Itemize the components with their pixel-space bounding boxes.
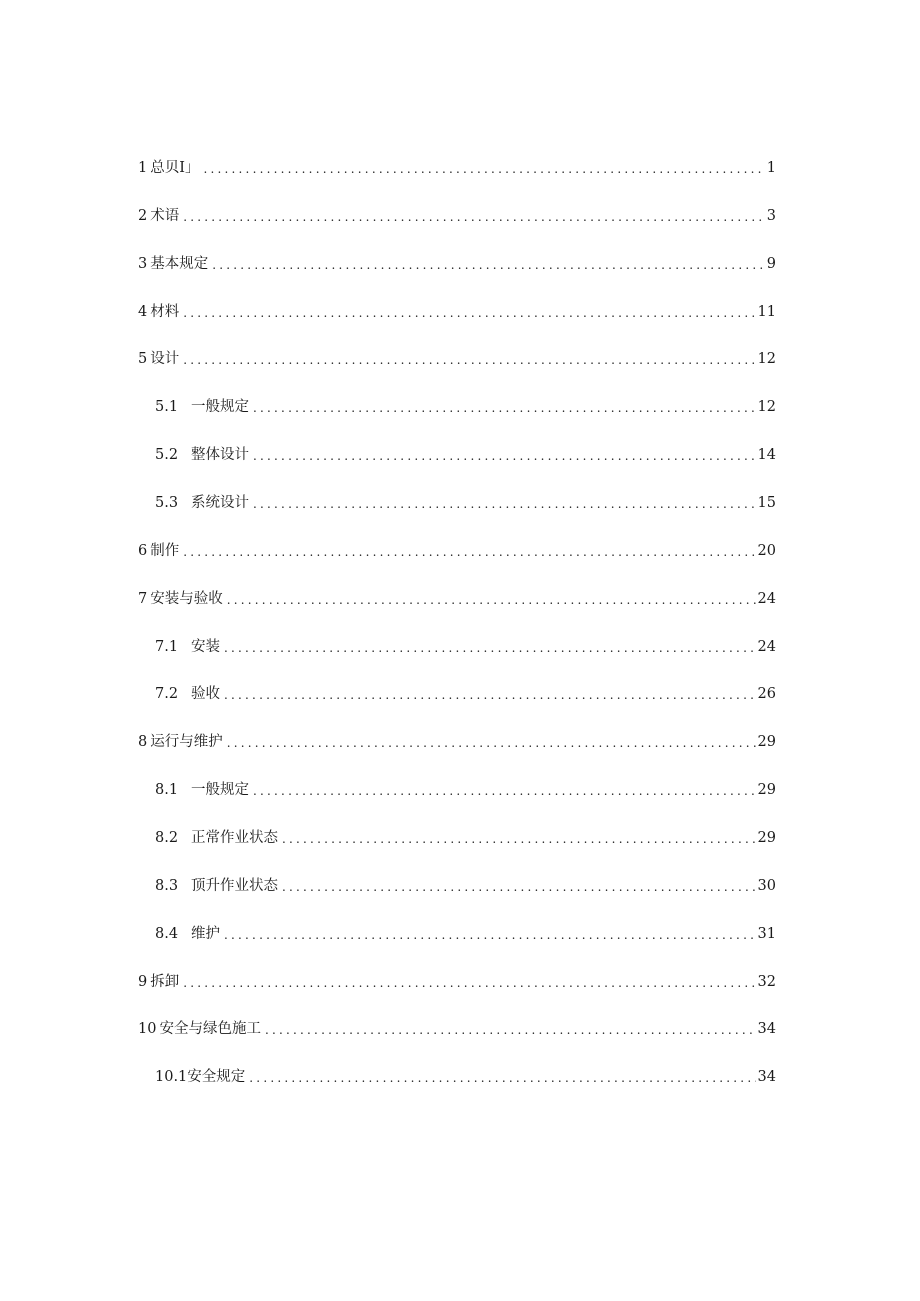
toc-leader-dots [224,924,756,946]
toc-leader-dots [227,732,756,754]
toc-entry-title: 整体设计 [191,447,249,464]
toc-entry[interactable] [138,587,776,611]
toc-leader-dots [224,637,756,659]
toc-entry-number: 1 [138,160,148,176]
toc-entry[interactable] [155,635,776,659]
toc-entry-page: 15 [757,494,776,511]
toc-entry[interactable] [138,539,776,563]
toc-leader-dots [183,302,755,324]
toc-entry-number: 8 [138,734,148,751]
toc-entry-number: 4 [138,303,148,320]
toc-entry[interactable] [138,730,776,754]
toc-entry-number: 7 [138,590,148,607]
toc-entry[interactable] [155,922,776,946]
toc-entry-number: 10 [138,1021,157,1038]
toc-leader-dots [253,493,756,515]
toc-entry-title: 顶升作业状态 [191,877,278,894]
toc-leader-dots [253,397,756,419]
toc-entry-number: 3 [138,255,148,272]
toc-leader-dots [183,349,755,371]
toc-entry-page: 32 [757,973,776,990]
toc-entry-title: 系统设计 [191,494,249,511]
toc-entry-number: 9 [138,973,148,990]
toc-entry-title: 基本规定 [150,255,209,272]
toc-leader-dots [183,206,765,228]
toc-entry-number: 7.2 [155,686,179,703]
toc-entry-number: 5.2 [155,447,179,464]
toc-entry-title: 制作 [150,542,180,559]
toc-leader-dots [265,1019,756,1041]
toc-entry-title: 设计 [150,351,180,368]
toc-entry-page: 34 [757,1021,776,1038]
toc-entry[interactable] [155,874,776,898]
toc-entry-number: 5 [138,351,148,368]
toc-entry-title: 术语 [150,207,180,224]
toc-entry-title: 安装 [191,638,220,655]
toc-entry-title: 一般规定 [191,782,249,799]
toc-entry-title: 安全与绿色施工 [159,1021,261,1038]
toc-entry-number: 8.2 [155,829,179,846]
toc-entry-page: 3 [766,207,776,224]
toc-entry-page: 24 [757,590,776,607]
toc-entry[interactable] [155,491,776,515]
toc-entry[interactable] [138,156,776,180]
toc-entry-title: 安全规定 [187,1069,246,1086]
toc-entry-number: 2 [138,207,148,224]
toc-entry-number: 10.1 [155,1069,188,1086]
toc-entry-page: 9 [766,255,776,272]
toc-entry-page: 12 [757,399,776,416]
toc-entry-title: 安装与验收 [150,590,223,607]
toc-entry-page: 29 [757,782,776,799]
toc-leader-dots [203,158,764,180]
toc-leader-dots [282,876,756,898]
toc-entry[interactable] [155,778,776,802]
toc-entry[interactable] [138,204,776,228]
toc-entry-title: 运行与维护 [150,734,223,751]
toc-entry[interactable] [155,395,776,419]
toc-entry-number: 6 [138,542,148,559]
toc-entry-page: 26 [757,686,776,703]
toc-entry-page: 1 [766,160,776,176]
toc-leader-dots [183,541,755,563]
toc-entry[interactable] [155,682,776,706]
toc-leader-dots [224,684,756,706]
toc-entry-page: 31 [757,925,776,942]
toc-entry[interactable] [155,1065,776,1089]
toc-entry-title: 验收 [191,686,220,703]
toc-leader-dots [249,1067,755,1089]
toc-entry-title: 一般规定 [191,399,249,416]
toc-entry-title: 材料 [150,303,180,320]
toc-entry-page: 29 [757,829,776,846]
toc-leader-dots [183,972,755,994]
toc-leader-dots [212,254,765,276]
toc-entry-number: 8.4 [155,925,179,942]
toc-entry-title: 总贝I」 [150,160,200,176]
toc-entry[interactable] [138,970,776,994]
toc-entry[interactable] [155,826,776,850]
toc-entry-title: 维护 [191,925,220,942]
toc-entry-title: 正常作业状态 [191,829,278,846]
toc-entry-page: 29 [757,734,776,751]
toc-entry-page: 34 [757,1069,776,1086]
toc-entry-page: 30 [757,877,776,894]
toc-entry-page: 20 [757,542,776,559]
toc-entry-page: 24 [757,638,776,655]
toc-leader-dots [227,589,756,611]
toc-entry-number: 5.1 [155,399,179,416]
toc-entry[interactable] [138,252,776,276]
toc-entry-page: 12 [757,351,776,368]
toc-entry-number: 5.3 [155,494,179,511]
toc-entry-number: 8.1 [155,782,179,799]
toc-leader-dots [253,445,756,467]
toc-entry[interactable] [138,300,776,324]
toc-entry[interactable] [155,443,776,467]
toc-entry[interactable] [138,347,776,371]
toc-entry[interactable] [138,1017,776,1041]
toc-entry-number: 7.1 [155,638,179,655]
toc-leader-dots [282,828,756,850]
toc-entry-title: 拆卸 [150,973,180,990]
toc-entry-page: 14 [757,447,776,464]
toc-leader-dots [253,780,756,802]
toc-entry-page: 11 [757,303,776,320]
toc-entry-number: 8.3 [155,877,179,894]
